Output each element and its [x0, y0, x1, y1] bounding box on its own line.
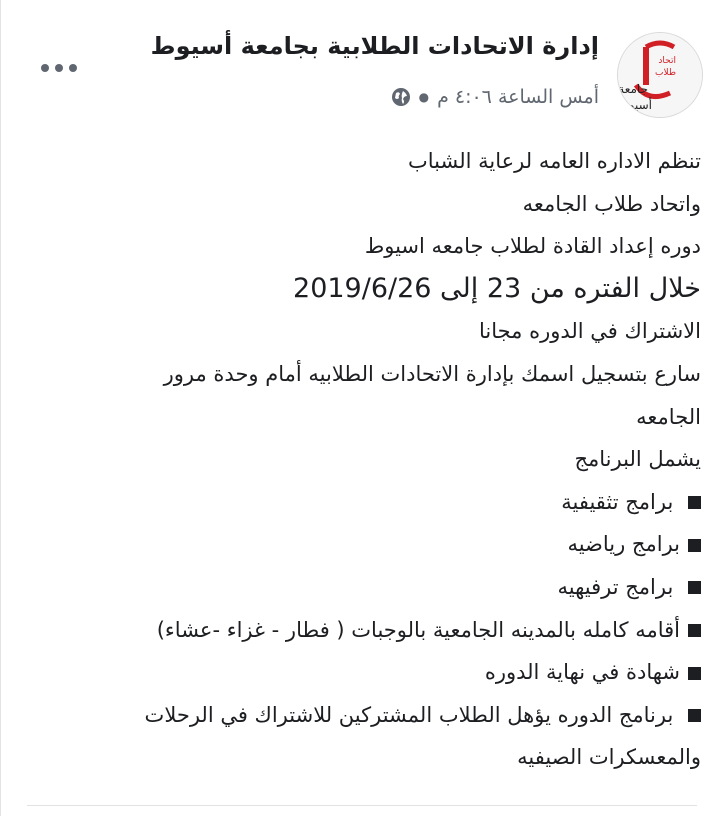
body-line: الاشتراك في الدوره مجانا	[478, 319, 701, 344]
bullet-text: برامج تثقيفية	[561, 489, 680, 514]
more-dot	[41, 64, 49, 72]
square-bullet-icon	[688, 539, 701, 552]
square-bullet-icon	[688, 496, 701, 509]
square-bullet-icon	[688, 709, 701, 722]
dates-text: خلال الفتره من 23 إلى 2019/6/26	[293, 272, 701, 304]
body-line: تنظم الاداره العامه لرعاية الشباب	[408, 149, 701, 173]
more-dot	[69, 64, 77, 72]
bullet-text: شهادة في نهاية الدوره	[484, 660, 680, 685]
page-avatar[interactable]	[617, 32, 703, 118]
post-body	[19, 140, 701, 779]
body-line: واتحاد طلاب الجامعه	[522, 191, 701, 216]
logo-text-3: جامعة	[618, 82, 648, 96]
bullet-item	[19, 651, 701, 694]
bullet-text: برامج رياضيه	[567, 532, 680, 557]
bullet-text: أقامه كامله بالمدينه الجامعية بالوجبات ( فطار - غزاء -عشاء)	[156, 617, 680, 642]
logo-text-2: طلاب	[654, 68, 676, 78]
bullet-text: برامج ترفيهيه	[557, 574, 680, 599]
square-bullet-icon	[688, 581, 701, 594]
bullet-text: برنامج الدوره يؤهل الطلاب المشتركين للاشتراك في الرحلات	[144, 702, 680, 727]
body-line-dates	[19, 268, 701, 311]
page-logo-icon	[618, 33, 702, 117]
body-line: دوره إعداد القادة لطلاب جامعه اسيوط	[364, 234, 701, 259]
bullet-item	[19, 566, 701, 609]
logo-text-4: أسيوط	[618, 98, 652, 112]
more-options-icon[interactable]	[41, 64, 77, 72]
body-line: يشمل البرنامج	[574, 447, 701, 472]
bullet-continuation: والمعسكرات الصيفيه	[517, 745, 701, 770]
post-meta	[391, 86, 599, 108]
globe-icon[interactable]	[391, 87, 411, 107]
separator-dot: ●	[418, 90, 430, 104]
body-line: الجامعه	[636, 404, 701, 429]
bullet-item	[19, 694, 701, 737]
bullet-item	[19, 481, 701, 524]
logo-text-1: اتحاد	[658, 56, 676, 66]
square-bullet-icon	[688, 624, 701, 637]
square-bullet-icon	[688, 667, 701, 680]
post-header	[19, 26, 703, 122]
bullet-item	[19, 523, 701, 566]
more-dot	[55, 64, 63, 72]
post-divider	[27, 805, 697, 806]
page-name-link[interactable]: إدارة الاتحادات الطلابية بجامعة أسيوط	[150, 32, 599, 60]
body-line: سارع بتسجيل اسمك بإدارة الاتحادات الطلابيه أمام وحدة مرور	[163, 361, 701, 386]
post-timestamp[interactable]: أمس الساعة ٤:٠٦ م	[437, 86, 599, 108]
bullet-item	[19, 609, 701, 652]
